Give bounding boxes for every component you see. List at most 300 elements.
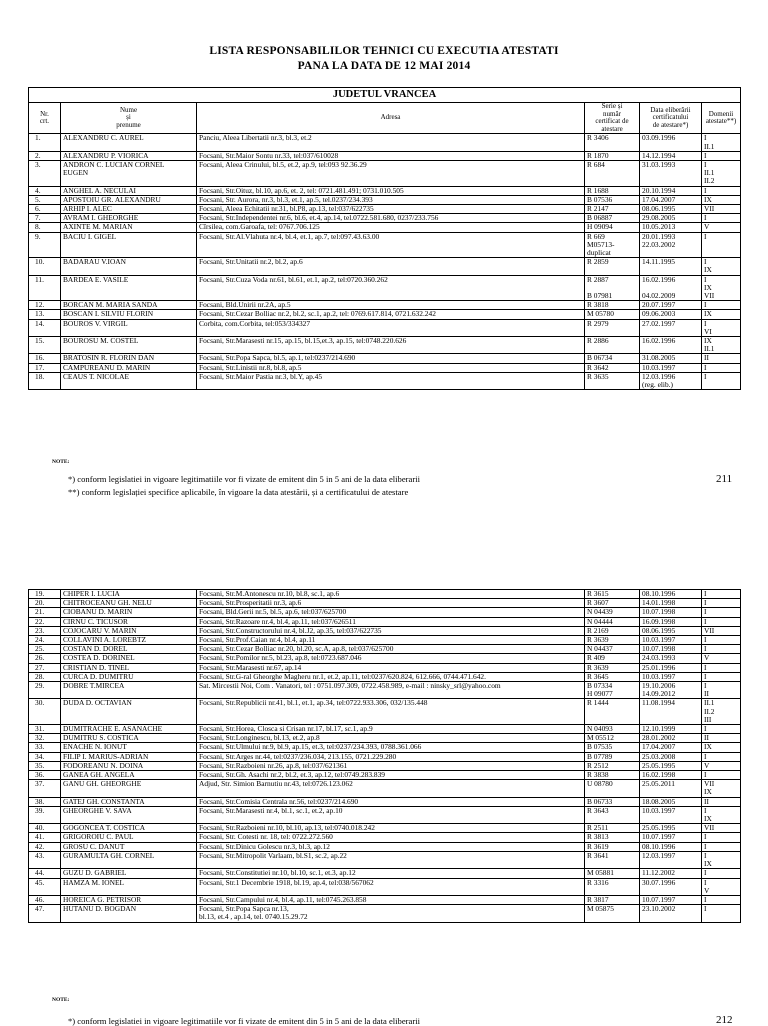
domains: I IX bbox=[702, 258, 741, 275]
issue-date: 12.03.1997 bbox=[640, 851, 702, 868]
domains: VII bbox=[702, 824, 741, 833]
domains: I bbox=[702, 232, 741, 258]
issue-date: 10.07.1997 bbox=[640, 895, 702, 904]
issue-date: 14.12.1994 bbox=[640, 151, 702, 160]
table-row bbox=[29, 195, 741, 204]
table-row bbox=[29, 842, 741, 851]
row-number: 28. bbox=[29, 672, 61, 681]
table-body-page2 bbox=[29, 590, 741, 923]
person-name: GROSU C. DANUT bbox=[61, 842, 197, 851]
certificate-number: R 3643 bbox=[585, 806, 640, 823]
address: Focsani, Str.Marasesti nr.15, ap.15, bl.15,et.3, ap.15, tel:0748.220.626 bbox=[197, 337, 585, 354]
domains: I bbox=[702, 833, 741, 842]
table-body-page1 bbox=[29, 134, 741, 390]
domains: I bbox=[702, 372, 741, 389]
domains: I bbox=[702, 725, 741, 734]
address: Focsani, Str.Horea, Closca si Crisan nr.17, bl.17, sc.1, ap.9 bbox=[197, 725, 585, 734]
certificate-number: B 06733 bbox=[585, 797, 640, 806]
person-name: ANDRON C. LUCIAN CORNEL EUGEN bbox=[61, 160, 197, 186]
person-name: HOREICA G. PETRISOR bbox=[61, 895, 197, 904]
issue-date: 31.03.1993 bbox=[640, 160, 702, 186]
address: Focsani, Aleea Crinului, bl.5, et.2, ap.9, tel:093 92.36.29 bbox=[197, 160, 585, 186]
certificate-number: U 08780 bbox=[585, 780, 640, 797]
certificate-number: R 3615 bbox=[585, 590, 640, 599]
row-number: 45. bbox=[29, 878, 61, 895]
certificate-number: R 409 bbox=[585, 654, 640, 663]
address: Focsani, Str.Oituz, bl.10, ap.6, et. 2, tel: 0721.481.491; 0731.010.505 bbox=[197, 186, 585, 195]
domains: I bbox=[702, 905, 741, 922]
person-name: CRISTIAN D. TINEL bbox=[61, 663, 197, 672]
note-2: **) conform legislației specifice aplicabile, în vigoare la data atestării, și a certificatului de atestare bbox=[68, 487, 409, 497]
table-row bbox=[29, 590, 741, 599]
table-row bbox=[29, 258, 741, 275]
address: Focsani, Str. Aurora, nr.3, bl.3, et.1, ap.5, tel.0237/234.393 bbox=[197, 195, 585, 204]
address: Focsani, Str.Cezar Bolliac nr.20, bl.20, sc.A, ap.8, tel:037/625700 bbox=[197, 645, 585, 654]
certificate-number: R 3607 bbox=[585, 599, 640, 608]
document-title-line1: LISTA RESPONSABILILOR TEHNICI CU EXECUTIA ATESTATI bbox=[209, 45, 559, 57]
person-name: ANGHEL A. NECULAI bbox=[61, 186, 197, 195]
row-number: 3. bbox=[29, 160, 61, 186]
issue-date: 12.10.1999 bbox=[640, 725, 702, 734]
certificate-number: R 3818 bbox=[585, 301, 640, 310]
certificate-number: M 05780 bbox=[585, 310, 640, 319]
table-row bbox=[29, 734, 741, 743]
person-name: DUMITRACHE E. ASANACHE bbox=[61, 725, 197, 734]
person-name: BACIU I. GIGEL bbox=[61, 232, 197, 258]
certificate-number: R 3619 bbox=[585, 842, 640, 851]
certificate-number: B 07334 H 09077 bbox=[585, 682, 640, 699]
row-number: 8. bbox=[29, 223, 61, 232]
certificate-number: R 684 bbox=[585, 160, 640, 186]
row-number: 23. bbox=[29, 626, 61, 635]
domains: I II.1 bbox=[702, 134, 741, 151]
certificate-number: B 07536 bbox=[585, 195, 640, 204]
row-number: 9. bbox=[29, 232, 61, 258]
issue-date: 16.02.1996 04.02.2009 bbox=[640, 275, 702, 301]
person-name: HAMZA M. IONEL bbox=[61, 878, 197, 895]
issue-date: 03.09.1996 bbox=[640, 134, 702, 151]
row-number: 19. bbox=[29, 590, 61, 599]
certificate-number: R 1870 bbox=[585, 151, 640, 160]
address: Focsani, Str.Constructorului nr.4, bl.J2, ap.35, tel:037/622735 bbox=[197, 626, 585, 635]
issue-date: 11.08.1994 bbox=[640, 699, 702, 725]
table-row bbox=[29, 761, 741, 770]
person-name: BOUROSU M. COSTEL bbox=[61, 337, 197, 354]
certificate-number: R 2169 bbox=[585, 626, 640, 635]
table-row bbox=[29, 895, 741, 904]
row-number: 16. bbox=[29, 354, 61, 363]
table-row bbox=[29, 869, 741, 878]
domains: V bbox=[702, 223, 741, 232]
row-number: 25. bbox=[29, 645, 61, 654]
address: Focsani, Bld.Unirii nr.2A, ap.5 bbox=[197, 301, 585, 310]
address: Focsani, Str.Republicii nr.41, bl.1, et.1, ap.34, tel:0722.933.306, 032/135.448 bbox=[197, 699, 585, 725]
person-name: COSTEA D. DORINEL bbox=[61, 654, 197, 663]
row-number: 20. bbox=[29, 599, 61, 608]
issue-date: 10.07.1998 bbox=[640, 608, 702, 617]
issue-date: 10.07.1997 bbox=[640, 833, 702, 842]
certificate-number: B 07789 bbox=[585, 752, 640, 761]
responsible-table-page1 bbox=[28, 87, 741, 390]
row-number: 37. bbox=[29, 780, 61, 797]
domains: I II bbox=[702, 682, 741, 699]
domains: I bbox=[702, 608, 741, 617]
domains: IX bbox=[702, 195, 741, 204]
address: Cîrsilea, com.Garoafa, tel: 0767.706.125 bbox=[197, 223, 585, 232]
person-name: GOGONCEA T. COSTICA bbox=[61, 824, 197, 833]
person-name: FILIP I. MARIUS-ADRIAN bbox=[61, 752, 197, 761]
person-name: GANEA GH. ANGELA bbox=[61, 771, 197, 780]
row-number: 35. bbox=[29, 761, 61, 770]
issue-date: 10.03.1997 bbox=[640, 672, 702, 681]
table-row bbox=[29, 645, 741, 654]
county-header: JUDETUL VRANCEA bbox=[29, 88, 741, 103]
table-row bbox=[29, 672, 741, 681]
table-row bbox=[29, 232, 741, 258]
person-name: CIOBANU D. MARIN bbox=[61, 608, 197, 617]
table-row bbox=[29, 682, 741, 699]
issue-date: 16.02.1998 bbox=[640, 771, 702, 780]
domains: I bbox=[702, 590, 741, 599]
person-name: CIRNU C. TICUSOR bbox=[61, 617, 197, 626]
issue-date: 08.10.1996 bbox=[640, 590, 702, 599]
certificate-number: R 3642 bbox=[585, 363, 640, 372]
table-row bbox=[29, 160, 741, 186]
certificate-number: R 2886 bbox=[585, 337, 640, 354]
address: Adjud, Str. Simion Barnutiu nr.43, tel:0726.123.062 bbox=[197, 780, 585, 797]
address: Focsani, Aleea Echitatii nr.31, bl.P8, ap.13, tel:037/622735 bbox=[197, 205, 585, 214]
table-row bbox=[29, 878, 741, 895]
responsible-table-page2 bbox=[28, 589, 741, 923]
certificate-number: R 1444 bbox=[585, 699, 640, 725]
row-number: 12. bbox=[29, 301, 61, 310]
issue-date: 20.10.1994 bbox=[640, 186, 702, 195]
person-name: AXINTE M. MARIAN bbox=[61, 223, 197, 232]
domains: I bbox=[702, 617, 741, 626]
address: Focsani, Str.Maior Pastia nr.3, bl.Y, ap.45 bbox=[197, 372, 585, 389]
certificate-number: R 3406 bbox=[585, 134, 640, 151]
domains: I bbox=[702, 599, 741, 608]
domains: II bbox=[702, 734, 741, 743]
address: Focsani, Str.Constitutiei nr.10, bl.10, sc.1, et.3, ap.12 bbox=[197, 869, 585, 878]
table-row bbox=[29, 151, 741, 160]
table-row bbox=[29, 824, 741, 833]
issue-date: 29.08.2005 bbox=[640, 214, 702, 223]
table-row bbox=[29, 725, 741, 734]
domains: IX II.1 bbox=[702, 337, 741, 354]
col-header-issue-date: Data eliberării certificatului de atestare*) bbox=[640, 103, 702, 134]
certificate-number: R 3813 bbox=[585, 833, 640, 842]
issue-date: 25.01.1996 bbox=[640, 663, 702, 672]
row-number: 36. bbox=[29, 771, 61, 780]
issue-date: 20.01.1993 22.03.2002 bbox=[640, 232, 702, 258]
person-name: GATEJ GH. CONSTANTA bbox=[61, 797, 197, 806]
address: Focsani, Str.Marasesti nr.4, bl.1, sc.1, et.2, ap.10 bbox=[197, 806, 585, 823]
table-row bbox=[29, 743, 741, 752]
certificate-number: B 06734 bbox=[585, 354, 640, 363]
address: Focsani, Str.G-ral Gheorghe Magheru nr.1, et.2, ap.11, tel:0237/620.824, 612.666, 0744.471.642. bbox=[197, 672, 585, 681]
table-row bbox=[29, 372, 741, 389]
domains: I bbox=[702, 151, 741, 160]
note-label: NOTE: bbox=[52, 459, 70, 465]
address: Focsani, Str. Cotesti nr. 18, tel: 0722.272.560 bbox=[197, 833, 585, 842]
domains: I bbox=[702, 842, 741, 851]
address: Corbita, com.Corbita, tel:053/334327 bbox=[197, 319, 585, 336]
domains: IX bbox=[702, 743, 741, 752]
address: Focsani, Str.Popa Sapca, bl.5, ap.1, tel:0237/214.690 bbox=[197, 354, 585, 363]
issue-date: 17.04.2007 bbox=[640, 743, 702, 752]
certificate-number: R 669 M05713- duplicat bbox=[585, 232, 640, 258]
issue-date: 25.05.1995 bbox=[640, 824, 702, 833]
certificate-number: R 2512 bbox=[585, 761, 640, 770]
row-number: 32. bbox=[29, 734, 61, 743]
domains: I bbox=[702, 363, 741, 372]
table-row bbox=[29, 134, 741, 151]
row-number: 13. bbox=[29, 310, 61, 319]
table-row bbox=[29, 301, 741, 310]
row-number: 27. bbox=[29, 663, 61, 672]
issue-date: 28.01.2002 bbox=[640, 734, 702, 743]
certificate-number: M 05881 bbox=[585, 869, 640, 878]
domains: I IX bbox=[702, 806, 741, 823]
row-number: 40. bbox=[29, 824, 61, 833]
person-name: AVRAM I. GHEORGHE bbox=[61, 214, 197, 223]
row-number: 47. bbox=[29, 905, 61, 922]
col-header-address: Adresa bbox=[197, 103, 585, 134]
table-row bbox=[29, 626, 741, 635]
issue-date: 10.07.1998 bbox=[640, 645, 702, 654]
table-row bbox=[29, 663, 741, 672]
document-title-line2: PANA LA DATA DE 12 MAI 2014 bbox=[297, 60, 471, 72]
domains: I bbox=[702, 663, 741, 672]
person-name: COSTAN D. DOREL bbox=[61, 645, 197, 654]
domains: II bbox=[702, 354, 741, 363]
person-name: GURAMULTA GH. CORNEL bbox=[61, 851, 197, 868]
domains: I bbox=[702, 869, 741, 878]
certificate-number: R 2511 bbox=[585, 824, 640, 833]
row-number: 22. bbox=[29, 617, 61, 626]
row-number: 11. bbox=[29, 275, 61, 301]
issue-date: 10.03.1997 bbox=[640, 363, 702, 372]
certificate-number: R 3316 bbox=[585, 878, 640, 895]
table-row bbox=[29, 780, 741, 797]
person-name: APOSTOIU GR. ALEXANDRU bbox=[61, 195, 197, 204]
row-number: 6. bbox=[29, 205, 61, 214]
table-row bbox=[29, 617, 741, 626]
table-row bbox=[29, 905, 741, 922]
address: Focsani, Str.Linistii nr.8, bl.8, ap.5 bbox=[197, 363, 585, 372]
certificate-number: M 05875 bbox=[585, 905, 640, 922]
address: Focsani, Bld.Gerii nr.5, bl.5, ap.6, tel:037/625700 bbox=[197, 608, 585, 617]
domains: I IX VII bbox=[702, 275, 741, 301]
row-number: 5. bbox=[29, 195, 61, 204]
row-number: 7. bbox=[29, 214, 61, 223]
table-row bbox=[29, 223, 741, 232]
domains: I bbox=[702, 645, 741, 654]
issue-date: 25.03.2008 bbox=[640, 752, 702, 761]
domains: I bbox=[702, 752, 741, 761]
row-number: 24. bbox=[29, 636, 61, 645]
address: Focsani, Str.Razboieni nr.26, ap.8, tel:037/621361 bbox=[197, 761, 585, 770]
issue-date: 14.01.1998 bbox=[640, 599, 702, 608]
row-number: 38. bbox=[29, 797, 61, 806]
person-name: COJOCARU V. MARIN bbox=[61, 626, 197, 635]
address: Focsani, Str.Mitropolit Varlaam, bl.S1, sc.2, ap.22 bbox=[197, 851, 585, 868]
row-number: 30. bbox=[29, 699, 61, 725]
domains: I VI bbox=[702, 319, 741, 336]
domains: I bbox=[702, 214, 741, 223]
table-row bbox=[29, 186, 741, 195]
table-row bbox=[29, 636, 741, 645]
note-1: *) conform legislatiei in vigoare legitimatiile vor fi vizate de emitent din 5 in 5 ani de la data eliberarii bbox=[68, 474, 420, 484]
person-name: ARHIP I. ALEC bbox=[61, 205, 197, 214]
certificate-number: R 2979 bbox=[585, 319, 640, 336]
address: Focsani, Str.Ulmului nr.9, bl.9, ap.15, et.3, tel:0237/234.393, 0788.361.066 bbox=[197, 743, 585, 752]
table-row bbox=[29, 319, 741, 336]
issue-date: 08.10.1996 bbox=[640, 842, 702, 851]
address: Focsani, Str.Cuza Voda nr.61, bl.61, et.1, ap.2, tel:0720.360.262 bbox=[197, 275, 585, 301]
table-row bbox=[29, 771, 741, 780]
row-number: 29. bbox=[29, 682, 61, 699]
certificate-number: M 05512 bbox=[585, 734, 640, 743]
certificate-number: B 06887 bbox=[585, 214, 640, 223]
row-number: 39. bbox=[29, 806, 61, 823]
issue-date: 08.06.1995 bbox=[640, 205, 702, 214]
domains: I bbox=[702, 636, 741, 645]
table-row bbox=[29, 363, 741, 372]
certificate-number: N 04439 bbox=[585, 608, 640, 617]
issue-date: 16.02.1996 bbox=[640, 337, 702, 354]
person-name: GUZU D. GABRIEL bbox=[61, 869, 197, 878]
col-header-certificate: Serie și număr certificat de atestare bbox=[585, 103, 640, 134]
person-name: BORCAN M. MARIA SANDA bbox=[61, 301, 197, 310]
certificate-number: R 1688 bbox=[585, 186, 640, 195]
table-row bbox=[29, 599, 741, 608]
issue-date: 17.04.2007 bbox=[640, 195, 702, 204]
issue-date: 23.10.2002 bbox=[640, 905, 702, 922]
address: Focsani, Str.Campului nr.4, bl.4, ap.11, tel:0745.263.858 bbox=[197, 895, 585, 904]
row-number: 34. bbox=[29, 752, 61, 761]
row-number: 1. bbox=[29, 134, 61, 151]
address: Focsani, Str.Razboieni nr.10, bl.10, ap.13, tel:0740.018.242 bbox=[197, 824, 585, 833]
table-row bbox=[29, 275, 741, 301]
domains: VII bbox=[702, 205, 741, 214]
issue-date: 09.06.2003 bbox=[640, 310, 702, 319]
certificate-number: R 3639 bbox=[585, 636, 640, 645]
certificate-number: H 09094 bbox=[585, 223, 640, 232]
domains: I bbox=[702, 186, 741, 195]
address: Panciu, Aleea Libertatii nr.3, bl.3, et.2 bbox=[197, 134, 585, 151]
person-name: FODOREANU N. DOINA bbox=[61, 761, 197, 770]
issue-date: 31.08.2005 bbox=[640, 354, 702, 363]
issue-date: 27.02.1997 bbox=[640, 319, 702, 336]
row-number: 41. bbox=[29, 833, 61, 842]
table-row bbox=[29, 654, 741, 663]
certificate-number: R 2887 B 07981 bbox=[585, 275, 640, 301]
issue-date: 30.07.1996 bbox=[640, 878, 702, 895]
issue-date: 11.12.2002 bbox=[640, 869, 702, 878]
col-header-nr: Nr. crt. bbox=[29, 103, 61, 134]
address: Focsani, Str.Pomilor nr.5, bl.23, ap.8, tel:0723.687.046 bbox=[197, 654, 585, 663]
row-number: 10. bbox=[29, 258, 61, 275]
issue-date: 14.11.1995 bbox=[640, 258, 702, 275]
domains: I bbox=[702, 301, 741, 310]
row-number: 46. bbox=[29, 895, 61, 904]
person-name: CHITROCEANU GH. NELU bbox=[61, 599, 197, 608]
address: Focsani, Str.Comisia Centrala nr.56, tel:0237/214.690 bbox=[197, 797, 585, 806]
domains: I V bbox=[702, 878, 741, 895]
address: Focsani, Str.Prof.Caian nr.4, bl.4, ap.11 bbox=[197, 636, 585, 645]
page-number: 212 bbox=[716, 1014, 733, 1026]
domains: V bbox=[702, 654, 741, 663]
person-name: CAMPUREANU D. MARIN bbox=[61, 363, 197, 372]
issue-date: 24.03.1993 bbox=[640, 654, 702, 663]
table-row bbox=[29, 699, 741, 725]
row-number: 44. bbox=[29, 869, 61, 878]
row-number: 42. bbox=[29, 842, 61, 851]
row-number: 21. bbox=[29, 608, 61, 617]
table-row bbox=[29, 806, 741, 823]
address: Focsani, Str.M.Antonescu nr.10, bl.8, sc.1, ap.6 bbox=[197, 590, 585, 599]
person-name: CEAUS T. NICOLAE bbox=[61, 372, 197, 389]
domains: I IX bbox=[702, 851, 741, 868]
certificate-number: R 3838 bbox=[585, 771, 640, 780]
domains: VII IX bbox=[702, 780, 741, 797]
address: Focsani, Str.Al.Vlahuta nr.4, bl.4, et.1, ap.7, tel:097.43.63.00 bbox=[197, 232, 585, 258]
domains: I II.1 II.2 bbox=[702, 160, 741, 186]
issue-date: 10.03.1997 bbox=[640, 636, 702, 645]
table-row bbox=[29, 354, 741, 363]
person-name: GHEORGHE V. SAVA bbox=[61, 806, 197, 823]
address: Focsani, Str.Popa Sapca nr.13, bl.13, et.4 , ap.14, tel. 0740.15.29.72 bbox=[197, 905, 585, 922]
domains: VII bbox=[702, 626, 741, 635]
person-name: BOSCAN I. SILVIU FLORIN bbox=[61, 310, 197, 319]
row-number: 14. bbox=[29, 319, 61, 336]
person-name: CURCA D. DUMITRU bbox=[61, 672, 197, 681]
address: Focsani, Str.Maior Sontu nr.33, tel:037/610028 bbox=[197, 151, 585, 160]
row-number: 2. bbox=[29, 151, 61, 160]
table-row bbox=[29, 752, 741, 761]
issue-date: 12.03.1996 (reg. elib.) bbox=[640, 372, 702, 389]
address: Focsani, Str.Cezar Bolliac nr.2, bl.2, sc.1, ap.2, tel: 0769.617.814, 0721.632.242 bbox=[197, 310, 585, 319]
address: Focsani, Str.Unitatii nr.2, bl.2, ap.6 bbox=[197, 258, 585, 275]
address: Focsani, Str.Independentei nr.6, bl.6, et.4, ap.14, tel.0722.581.680, 0237/233.756 bbox=[197, 214, 585, 223]
certificate-number: R 3635 bbox=[585, 372, 640, 389]
address: Sat. Mircestii Noi, Com . Vanatori, tel : 0751.097.309, 0722.458.989, e-mail : ninsky_srl@yahoo.com bbox=[197, 682, 585, 699]
certificate-number: R 3639 bbox=[585, 663, 640, 672]
domains: II.1 II.2 III bbox=[702, 699, 741, 725]
table-row bbox=[29, 851, 741, 868]
row-number: 31. bbox=[29, 725, 61, 734]
address: Focsani, Str.Arges nr.44, tel:0237/236.034, 213.155, 0721.229.280 bbox=[197, 752, 585, 761]
person-name: CHIPER I. LUCIA bbox=[61, 590, 197, 599]
address: Focsani, Str.Marasesti nr.67, ap.14 bbox=[197, 663, 585, 672]
address: Focsani, Str.Dinicu Golescu nr.3, bl.3, ap.12 bbox=[197, 842, 585, 851]
note-label: NOTE: bbox=[52, 997, 70, 1003]
certificate-number: N 04444 bbox=[585, 617, 640, 626]
issue-date: 20.07.1997 bbox=[640, 301, 702, 310]
col-header-name: Nume și prenume bbox=[61, 103, 197, 134]
domains: I bbox=[702, 672, 741, 681]
person-name: BRATOSIN R. FLORIN DAN bbox=[61, 354, 197, 363]
person-name: DUDA D. OCTAVIAN bbox=[61, 699, 197, 725]
table-row bbox=[29, 833, 741, 842]
certificate-number: N 04093 bbox=[585, 725, 640, 734]
table-row bbox=[29, 214, 741, 223]
certificate-number: B 07535 bbox=[585, 743, 640, 752]
person-name: GRIGOROIU C. PAUL bbox=[61, 833, 197, 842]
issue-date: 08.06.1995 bbox=[640, 626, 702, 635]
